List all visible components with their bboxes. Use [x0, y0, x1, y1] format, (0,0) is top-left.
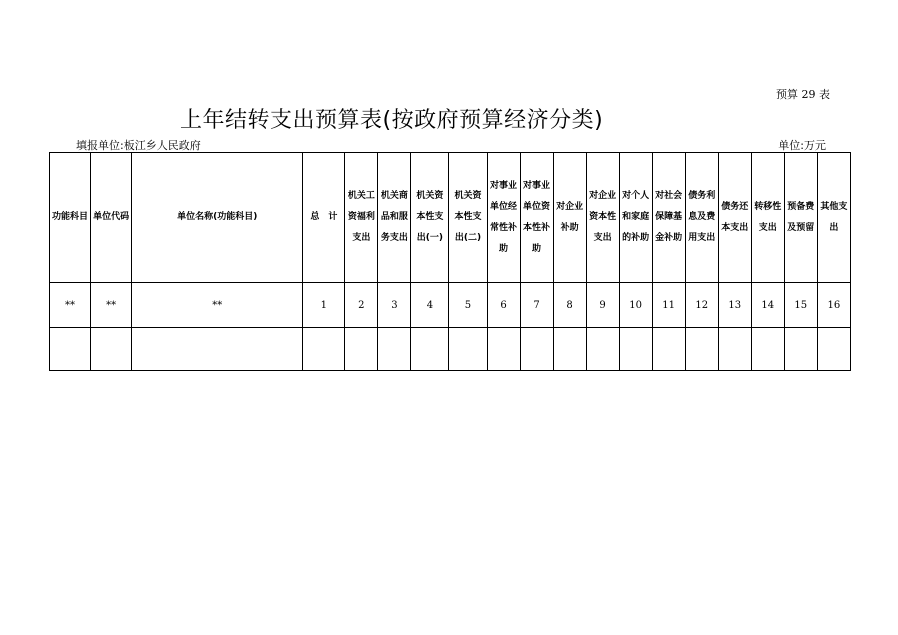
header-col-reserve: 预备费及预留	[784, 153, 817, 283]
header-unit-name: 单位名称(功能科目)	[132, 153, 303, 283]
header-col-debt-principal: 债务还本支出	[718, 153, 751, 283]
header-function-subject: 功能科目	[50, 153, 91, 283]
table-cell: **	[132, 283, 303, 328]
header-col-household-subsidy: 对个人和家庭的补助	[619, 153, 652, 283]
table-cell	[345, 328, 378, 371]
table-cell: 4	[411, 283, 449, 328]
table-cell: **	[91, 283, 132, 328]
table-cell	[619, 328, 652, 371]
table-cell	[449, 328, 487, 371]
table-row-empty	[50, 328, 851, 371]
table-cell	[685, 328, 718, 371]
table-cell: 11	[652, 283, 685, 328]
header-col-other: 其他支出	[817, 153, 850, 283]
header-col-wages: 机关工资福利支出	[345, 153, 378, 283]
table-cell	[487, 328, 520, 371]
header-col-social-security: 对社会保障基金补助	[652, 153, 685, 283]
table-cell	[751, 328, 784, 371]
table-cell: 14	[751, 283, 784, 328]
header-col-goods-services: 机关商品和服务支出	[378, 153, 411, 283]
filler-unit-label: 填报单位:板江乡人民政府	[76, 139, 201, 152]
table-cell: 12	[685, 283, 718, 328]
table-cell: **	[50, 283, 91, 328]
table-cell	[132, 328, 303, 371]
header-unit-code: 单位代码	[91, 153, 132, 283]
table-cell	[718, 328, 751, 371]
currency-unit-label: 单位:万元	[778, 139, 826, 152]
header-col-enterprise-subsidy: 对企业补助	[553, 153, 586, 283]
table-cell: 5	[449, 283, 487, 328]
table-cell: 2	[345, 283, 378, 328]
table-cell	[50, 328, 91, 371]
table-cell	[378, 328, 411, 371]
table-cell: 16	[817, 283, 850, 328]
table-cell	[652, 328, 685, 371]
header-col-debt-interest: 债务利息及费用支出	[685, 153, 718, 283]
table-cell	[303, 328, 345, 371]
header-col-capital-2: 机关资本性支出(二)	[449, 153, 487, 283]
header-total: 总 计	[303, 153, 345, 283]
table-cell	[817, 328, 850, 371]
table-cell: 3	[378, 283, 411, 328]
table-cell	[91, 328, 132, 371]
table-number: 预算 29 表	[776, 88, 830, 101]
table-cell: 8	[553, 283, 586, 328]
header-col-institution-capital: 对事业单位资本性补助	[520, 153, 553, 283]
table-cell	[411, 328, 449, 371]
table-cell: 6	[487, 283, 520, 328]
header-col-capital-1: 机关资本性支出(一)	[411, 153, 449, 283]
table-cell: 15	[784, 283, 817, 328]
table-cell: 10	[619, 283, 652, 328]
budget-table	[49, 152, 851, 371]
table-cell	[553, 328, 586, 371]
table-cell	[586, 328, 619, 371]
table-cell: 13	[718, 283, 751, 328]
page-title: 上年结转支出预算表(按政府预算经济分类)	[180, 108, 604, 133]
table-cell: 9	[586, 283, 619, 328]
header-row	[50, 153, 851, 283]
header-col-institution-regular: 对事业单位经常性补助	[487, 153, 520, 283]
table-cell: 1	[303, 283, 345, 328]
header-col-enterprise-capital: 对企业资本性支出	[586, 153, 619, 283]
table-row-codes	[50, 283, 851, 328]
table-cell	[520, 328, 553, 371]
table-cell	[784, 328, 817, 371]
table-cell: 7	[520, 283, 553, 328]
header-col-transfer: 转移性支出	[751, 153, 784, 283]
